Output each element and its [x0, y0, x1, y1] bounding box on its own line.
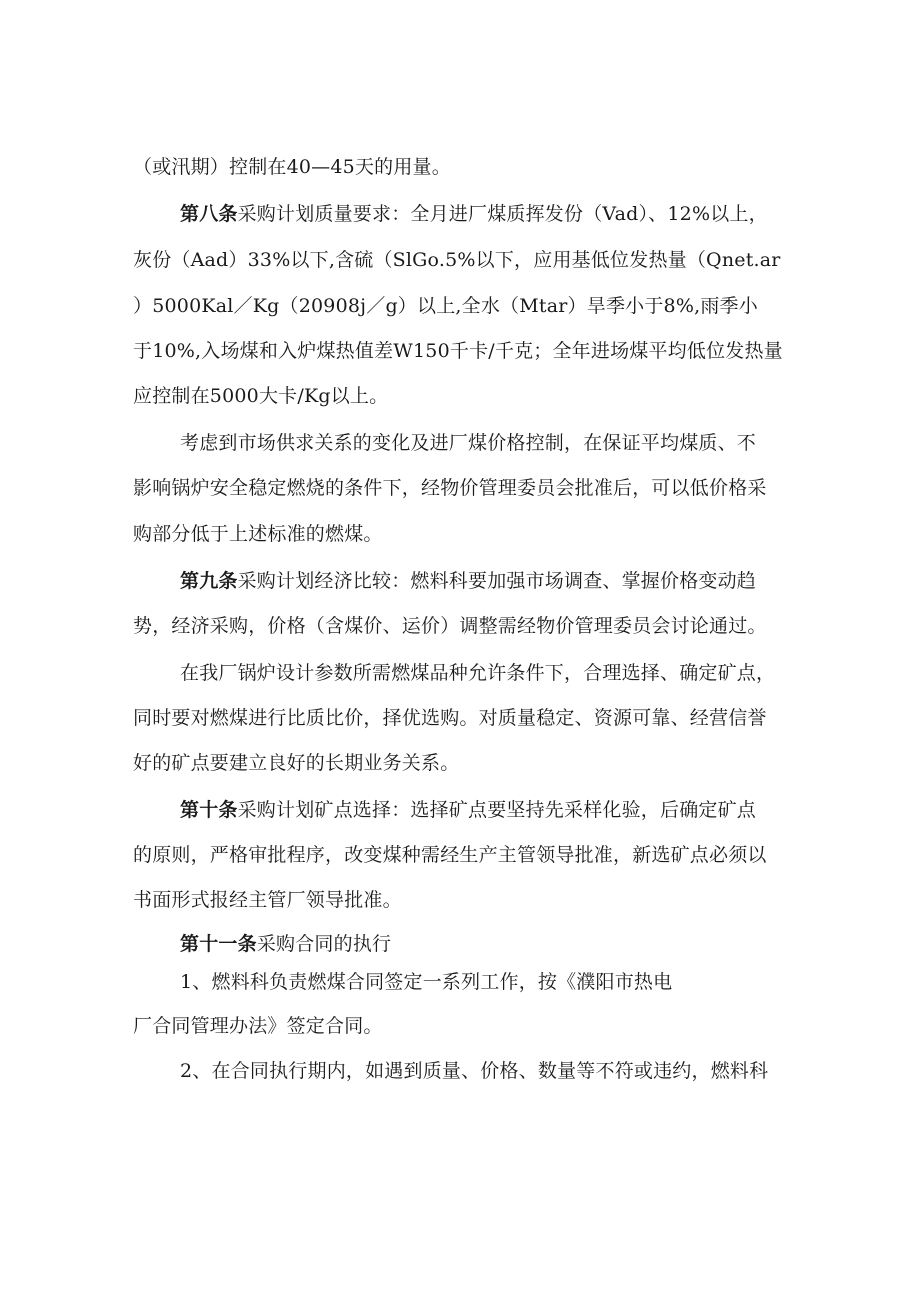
article-10-text: 采购计划矿点选择：选择矿点要坚持先采样化验，后确定矿点	[237, 799, 757, 821]
text-line: 厂合同管理办法》签定合同。	[133, 1015, 383, 1037]
article-11-line	[180, 931, 793, 957]
article-10-heading: 第十条	[180, 799, 238, 821]
text-line: （或汛期）控制在40—45天的用量。	[133, 156, 451, 178]
text-line: 1、燃料科负责燃煤合同签定一系列工作，按《濮阳市热电	[180, 971, 673, 993]
text-line: 势，经济采购，价格（含煤价、运价）调整需经物价管理委员会讨论通过。	[133, 615, 767, 637]
text-line: 影响锅炉安全稳定燃烧的条件下，经物价管理委员会批准后，可以低价格采	[133, 477, 767, 499]
article-8-text: 采购计划质量要求：全月进厂煤质挥发份（Vad）、12%以上，	[237, 203, 768, 225]
article-10-line	[180, 797, 793, 823]
text-line: 的原则，严格审批程序，改变煤种需经生产主管领导批准，新选矿点必须以	[133, 844, 767, 866]
text-line: 好的矿点要建立良好的长期业务关系。	[133, 752, 460, 774]
text-line: 同时要对燃煤进行比质比价，择优选购。对质量稳定、资源可靠、经营信誉	[133, 707, 767, 729]
article-8-heading: 第八条	[180, 203, 238, 225]
text-line: 购部分低于上述标准的燃煤。	[133, 523, 383, 545]
text-line: 书面形式报经主管厂领导批准。	[133, 889, 402, 911]
text-line: 于10%,入场煤和入炉煤热值差W150千卡/千克；全年进场煤平均低位发热量	[133, 340, 783, 362]
article-9-heading: 第九条	[180, 570, 238, 592]
text-line: 在我厂锅炉设计参数所需燃煤品种允许条件下，合理选择、确定矿点，	[180, 662, 776, 684]
article-11-text: 采购合同的执行	[256, 933, 392, 955]
text-line: 应控制在5000大卡/Kg以上。	[133, 385, 389, 407]
text-line: 灰份（Aad）33%以下,含硫（SlGo.5%以下，应用基低位发热量（Qnet.ar	[133, 249, 781, 271]
article-11-heading: 第十一条	[180, 933, 257, 955]
text-line: ）5000Kal／Kg（20908j／g）以上,全水（Mtar）旱季小于8%,雨季小	[133, 295, 758, 317]
text-line: 考虑到市场供求关系的变化及进厂煤价格控制，在保证平均煤质、不	[180, 432, 757, 454]
article-9-line	[180, 568, 793, 594]
text-line: 2、在合同执行期内，如遇到质量、价格、数量等不符或违约，燃料科	[180, 1060, 769, 1082]
article-8-line	[180, 201, 793, 227]
article-9-text: 采购计划经济比较：燃料科要加强市场调查、掌握价格变动趋	[237, 570, 757, 592]
